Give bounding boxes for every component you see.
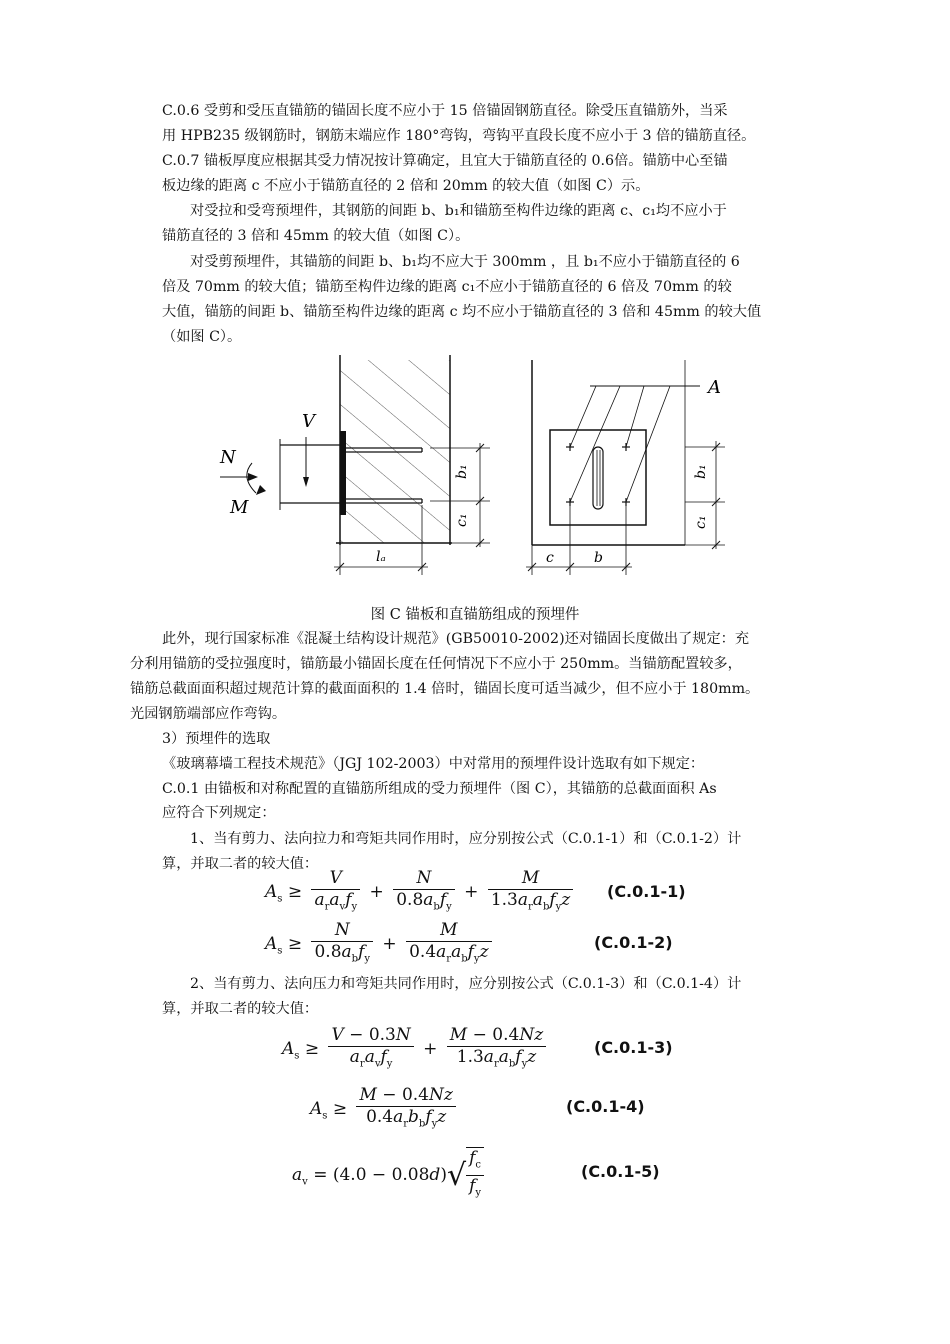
para-c01-line1: C.0.1 由锚板和对称配置的直锚筋所组成的受力预埋件（图 C），其锚筋的总截面面积 As [162, 781, 717, 797]
para-case2-line1: 2、当有剪力、法向压力和弯矩共同作用时，应分别按公式（C.0.1-3）和（C.0.1-4）计 [190, 976, 742, 992]
para-gb-line3: 锚筋总截面面积超过规范计算的截面面积的 1.4 倍时，锚固长度可适当减少，但不应小于 180mm。 [130, 681, 760, 697]
label-c1: c₁ [454, 513, 470, 527]
label-la: lₐ [376, 549, 386, 565]
para-shear-line2: 倍及 70mm 的较大值；锚筋至构件边缘的距离 c₁不应小于锚筋直径的 6 倍及 70mm 的较 [162, 279, 732, 295]
figure-caption: 图 C 锚板和直锚筋组成的预埋件 [370, 607, 580, 623]
label-M: M [230, 497, 249, 518]
section-heading: 3）预埋件的选取 [162, 731, 271, 747]
para-jgj: 《玻璃幕墙工程技术规范》（JGJ 102-2003）中对常用的预埋件设计选取有如下规定： [162, 756, 705, 772]
para-c07-line1: C.0.7 锚板厚度应根据其受力情况按计算确定，且宜大于锚筋直径的 0.6倍。锚筋中心至锚 [162, 153, 728, 169]
label-V: V [302, 411, 315, 432]
equation-label-1: (C.0.1-1) [607, 882, 686, 901]
para-shear-line4: （如图 C）。 [162, 329, 242, 345]
para-shear-line3: 大值，锚筋的间距 b、锚筋至构件边缘的距离 c 均不应小于锚筋直径的 3 倍和 45mm 的较大值 [162, 304, 762, 320]
label-b1-right: b₁ [693, 464, 709, 479]
para-c01-line2: 应符合下列规定： [162, 805, 276, 821]
label-c1-right: c₁ [693, 515, 709, 529]
label-b: b [594, 550, 603, 566]
label-A: A [708, 377, 721, 398]
equation-c01-1: $A_s$ ≥ $\frac{V}{a_ra_vf_y}$ + $\frac{N}{0.8a_bf_y}$ + $\frac{M}{1.3a_ra_bf_yz}$ [265, 868, 577, 917]
para-tension-line1: 对受拉和受弯预埋件，其钢筋的间距 b、b₁和锚筋至构件边缘的距离 c、c₁均不应小于 [190, 203, 727, 219]
figure-c-embedded-part [200, 355, 760, 580]
equation-c01-5: $a_v = (4.0 - 0.08d)√$ $\frac{f_c}{f_y}$ [292, 1147, 488, 1204]
para-case2-line2: 算，并取二者的较大值： [162, 1001, 319, 1017]
label-c: c [546, 550, 554, 566]
equation-c01-3: $A_s$ ≥ $\frac{V - 0.3N}{a_ra_vf_y}$ + $\frac{M - 0.4Nz}{1.3a_ra_bf_yz}$ [282, 1025, 550, 1074]
anchor-plate [340, 431, 346, 515]
label-b1: b₁ [454, 464, 470, 479]
para-c06-line2: 用 HPB235 级钢筋时，钢筋末端应作 180°弯钩，弯钩平直段长度不应小于 3 倍的锚筋直径。 [162, 128, 756, 144]
equation-label-3: (C.0.1-3) [594, 1038, 673, 1057]
para-gb-line1: 此外，现行国家标准《混凝土结构设计规范》(GB50010-2002)还对锚固长度做出了规定：充 [162, 631, 750, 647]
para-tension-line2: 锚筋直径的 3 倍和 45mm 的较大值（如图 C）。 [162, 228, 470, 244]
para-case1-line1: 1、当有剪力、法向拉力和弯矩共同作用时，应分别按公式（C.0.1-1）和（C.0.1-2）计 [190, 831, 742, 847]
para-c07-line2: 板边缘的距离 c 不应小于锚筋直径的 2 倍和 20mm 的较大值（如图 C）示。 [162, 178, 650, 194]
para-c06-line1: C.0.6 受剪和受压直锚筋的锚固长度不应小于 15 倍锚固钢筋直径。除受压直锚筋外，当采 [162, 103, 728, 119]
anchor-plate-front [550, 430, 646, 525]
para-gb-line2: 分利用锚筋的受拉强度时，锚筋最小锚固长度在任何情况下不应小于 250mm。当锚筋配置较多， [130, 656, 742, 672]
equation-label-2: (C.0.1-2) [594, 933, 673, 952]
label-N: N [220, 447, 236, 468]
para-case1-line2: 算，并取二者的较大值： [162, 856, 319, 872]
para-gb-line4: 光园钢筋端部应作弯钩。 [130, 706, 287, 722]
equation-c01-2: $A_s$ ≥ $\frac{N}{0.8a_bf_y}$ + $\frac{M}{0.4a_ra_bf_yz}$ [265, 920, 496, 969]
para-shear-line1: 对受剪预埋件，其锚筋的间距 b、b₁均不应大于 300mm ，且 b₁不应小于锚筋直径的 6 [190, 254, 740, 270]
equation-c01-4: $A_s$ ≥ $\frac{M - 0.4Nz}{0.4a_rb_bf_yz}$ [310, 1085, 460, 1134]
equation-label-5: (C.0.1-5) [581, 1162, 660, 1181]
equation-label-4: (C.0.1-4) [566, 1097, 645, 1116]
